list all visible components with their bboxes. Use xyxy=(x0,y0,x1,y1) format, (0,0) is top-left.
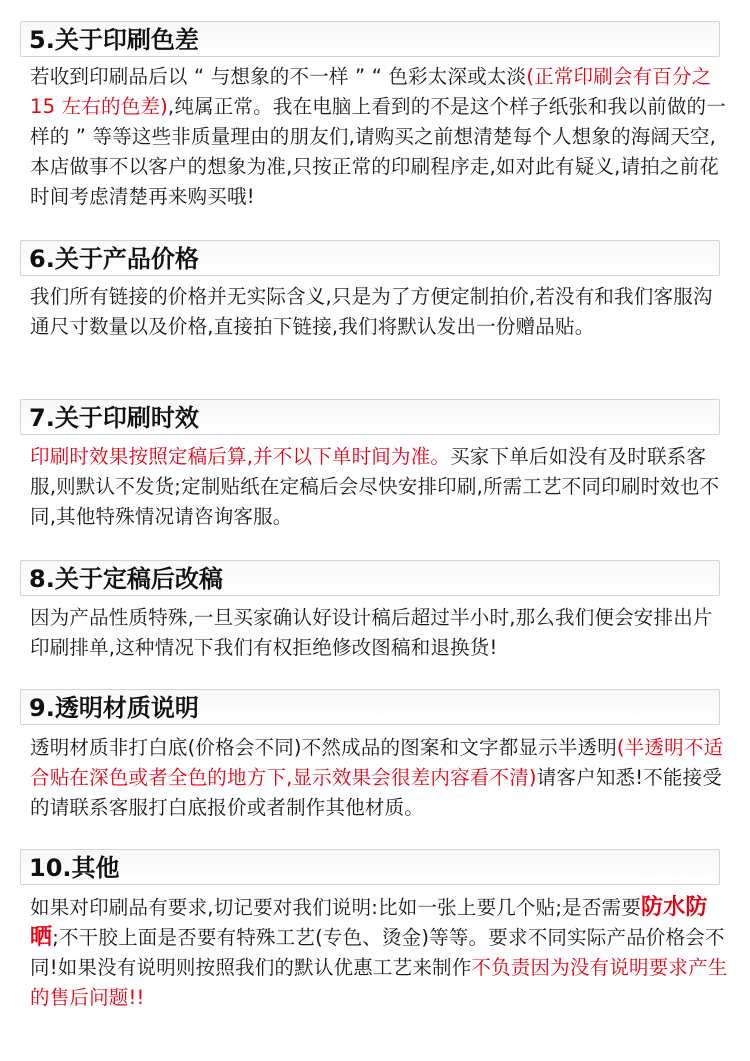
highlight-text: (半透明不适合贴在深色或者全色的地方下,显示效果会很差内容看不清) xyxy=(30,736,724,789)
body-text: 请客户知悉!不能接受的请联系客服打白底报价或者制作其他材质。 xyxy=(30,766,723,819)
body-text: ,纯属正常。我在电脑上看到的不是这个样子纸张和我以前做的一样的 ” 等等这些非质量理由的朋友们,请购买之前想清楚每个人想象的海阔天空,本店做事不以客户的想象为准,只按正常的印刷程序走,如对此有疑义,请拍之前花时间考虑清楚再来购买哦! xyxy=(30,95,726,208)
section-title: 10.其他 xyxy=(29,854,120,882)
section-body xyxy=(30,733,730,823)
section-title: 9.透明材质说明 xyxy=(29,694,199,722)
highlight-text: 不负责因为没有说明要求产生的售后问题!! xyxy=(30,956,728,1009)
body-text: 透明材质非打白底(价格会不同)不然成品的图案和文字都显示半透明 xyxy=(30,736,617,759)
highlight-text: (正常印刷会有百分之 15 左右的色差) xyxy=(30,65,712,118)
section-title: 5.关于印刷色差 xyxy=(29,26,199,54)
section-header xyxy=(20,399,720,435)
section-body xyxy=(30,282,730,342)
section-header xyxy=(20,21,720,57)
body-text: 如果对印刷品有要求,切记要对我们说明:比如一张上要几个贴;是否需要 xyxy=(30,896,641,919)
body-text: 买家下单后如没有及时联系客服,则默认不发货;定制贴纸在定稿后会尽快安排印刷,所需工艺不同印刷时效也不同,其他特殊情况请咨询客服。 xyxy=(30,445,720,528)
section-body xyxy=(30,893,730,1013)
body-text: 因为产品性质特殊,一旦买家确认好设计稿后超过半小时,那么我们便会安排出片印刷排单,这种情况下我们有权拒绝修改图稿和退换货! xyxy=(30,606,713,659)
section-body xyxy=(30,603,730,663)
highlight-text: 防水防晒 xyxy=(30,895,708,950)
section-header xyxy=(20,689,720,725)
section-body xyxy=(30,62,730,212)
section-header xyxy=(20,560,720,596)
body-text: ;不干胶上面是否要有特殊工艺(专色、烫金)等等。要求不同实际产品价格会不同!如果没有说明则按照我们的默认优惠工艺来制作 xyxy=(30,926,725,979)
section-title: 7.关于印刷时效 xyxy=(29,404,199,432)
section-body xyxy=(30,442,730,532)
body-text: 我们所有链接的价格并无实际含义,只是为了方便定制拍价,若没有和我们客服沟通尺寸数量以及价格,直接拍下链接,我们将默认发出一份赠品贴。 xyxy=(30,285,713,338)
section-header xyxy=(20,240,720,276)
section-title: 8.关于定稿后改稿 xyxy=(29,565,223,593)
section-title: 6.关于产品价格 xyxy=(29,245,199,273)
highlight-text: 印刷时效果按照定稿后算,并不以下单时间为准。 xyxy=(30,445,451,468)
section-header xyxy=(20,849,720,885)
body-text: 若收到印刷品后以 “ 与想象的不一样 ” “ 色彩太深或太淡 xyxy=(30,65,527,88)
